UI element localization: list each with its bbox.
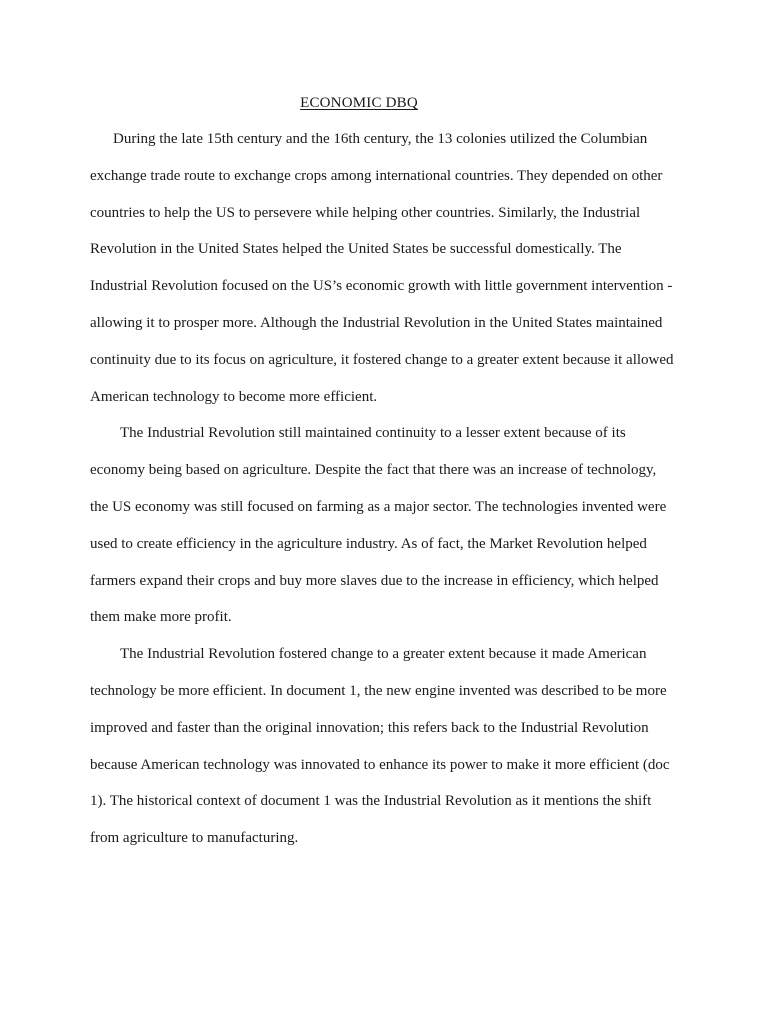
text-line: American technology to become more efficient.: [90, 388, 378, 405]
text-line: because American technology was innovated to enhance its power to make it more efficient (doc: [90, 756, 670, 773]
text-line: exchange trade route to exchange crops among international countries. They depended on other: [90, 167, 663, 184]
text-line: Industrial Revolution focused on the US’s economic growth with little government intervention -: [90, 278, 673, 295]
text-line: During the late 15th century and the 16th century, the 13 colonies utilized the Columbian: [113, 131, 648, 147]
text-line: Revolution in the United States helped the United States be successful domestically. The: [90, 241, 622, 258]
text-line: improved and faster than the original innovation; this refers back to the Industrial Revolution: [90, 719, 649, 736]
paragraph-1: [90, 127, 690, 421]
text-line: The Industrial Revolution still maintained continuity to a lesser extent because of its: [120, 425, 626, 442]
text-line: economy being based on agriculture. Despite the fact that there was an increase of technology,: [90, 462, 657, 479]
text-line: from agriculture to manufacturing.: [90, 830, 299, 847]
text-line: them make more profit.: [90, 609, 232, 626]
text-line: the US economy was still focused on farming as a major sector. The technologies invented were: [90, 498, 667, 515]
paragraph-2: [90, 421, 690, 642]
text-line: used to create efficiency in the agriculture industry. As of fact, the Market Revolution helped: [90, 535, 647, 552]
document-title: ECONOMIC DBQ: [300, 95, 418, 111]
text-line: continuity due to its focus on agriculture, it fostered change to a greater extent because it allowed: [90, 351, 674, 368]
text-line: allowing it to prosper more. Although the Industrial Revolution in the United States maintained: [90, 314, 663, 331]
text-line: technology be more efficient. In document 1, the new engine invented was described to be more: [90, 682, 667, 699]
text-line: 1). The historical context of document 1 was the Industrial Revolution as it mentions the shift: [90, 793, 652, 810]
text-line: countries to help the US to persevere while helping other countries. Similarly, the Industrial: [90, 204, 641, 221]
text-line: The Industrial Revolution fostered change to a greater extent because it made American: [120, 646, 647, 663]
document-body: [90, 127, 690, 863]
paragraph-3: [90, 642, 690, 863]
text-line: farmers expand their crops and buy more slaves due to the increase in efficiency, which helped: [90, 572, 659, 589]
